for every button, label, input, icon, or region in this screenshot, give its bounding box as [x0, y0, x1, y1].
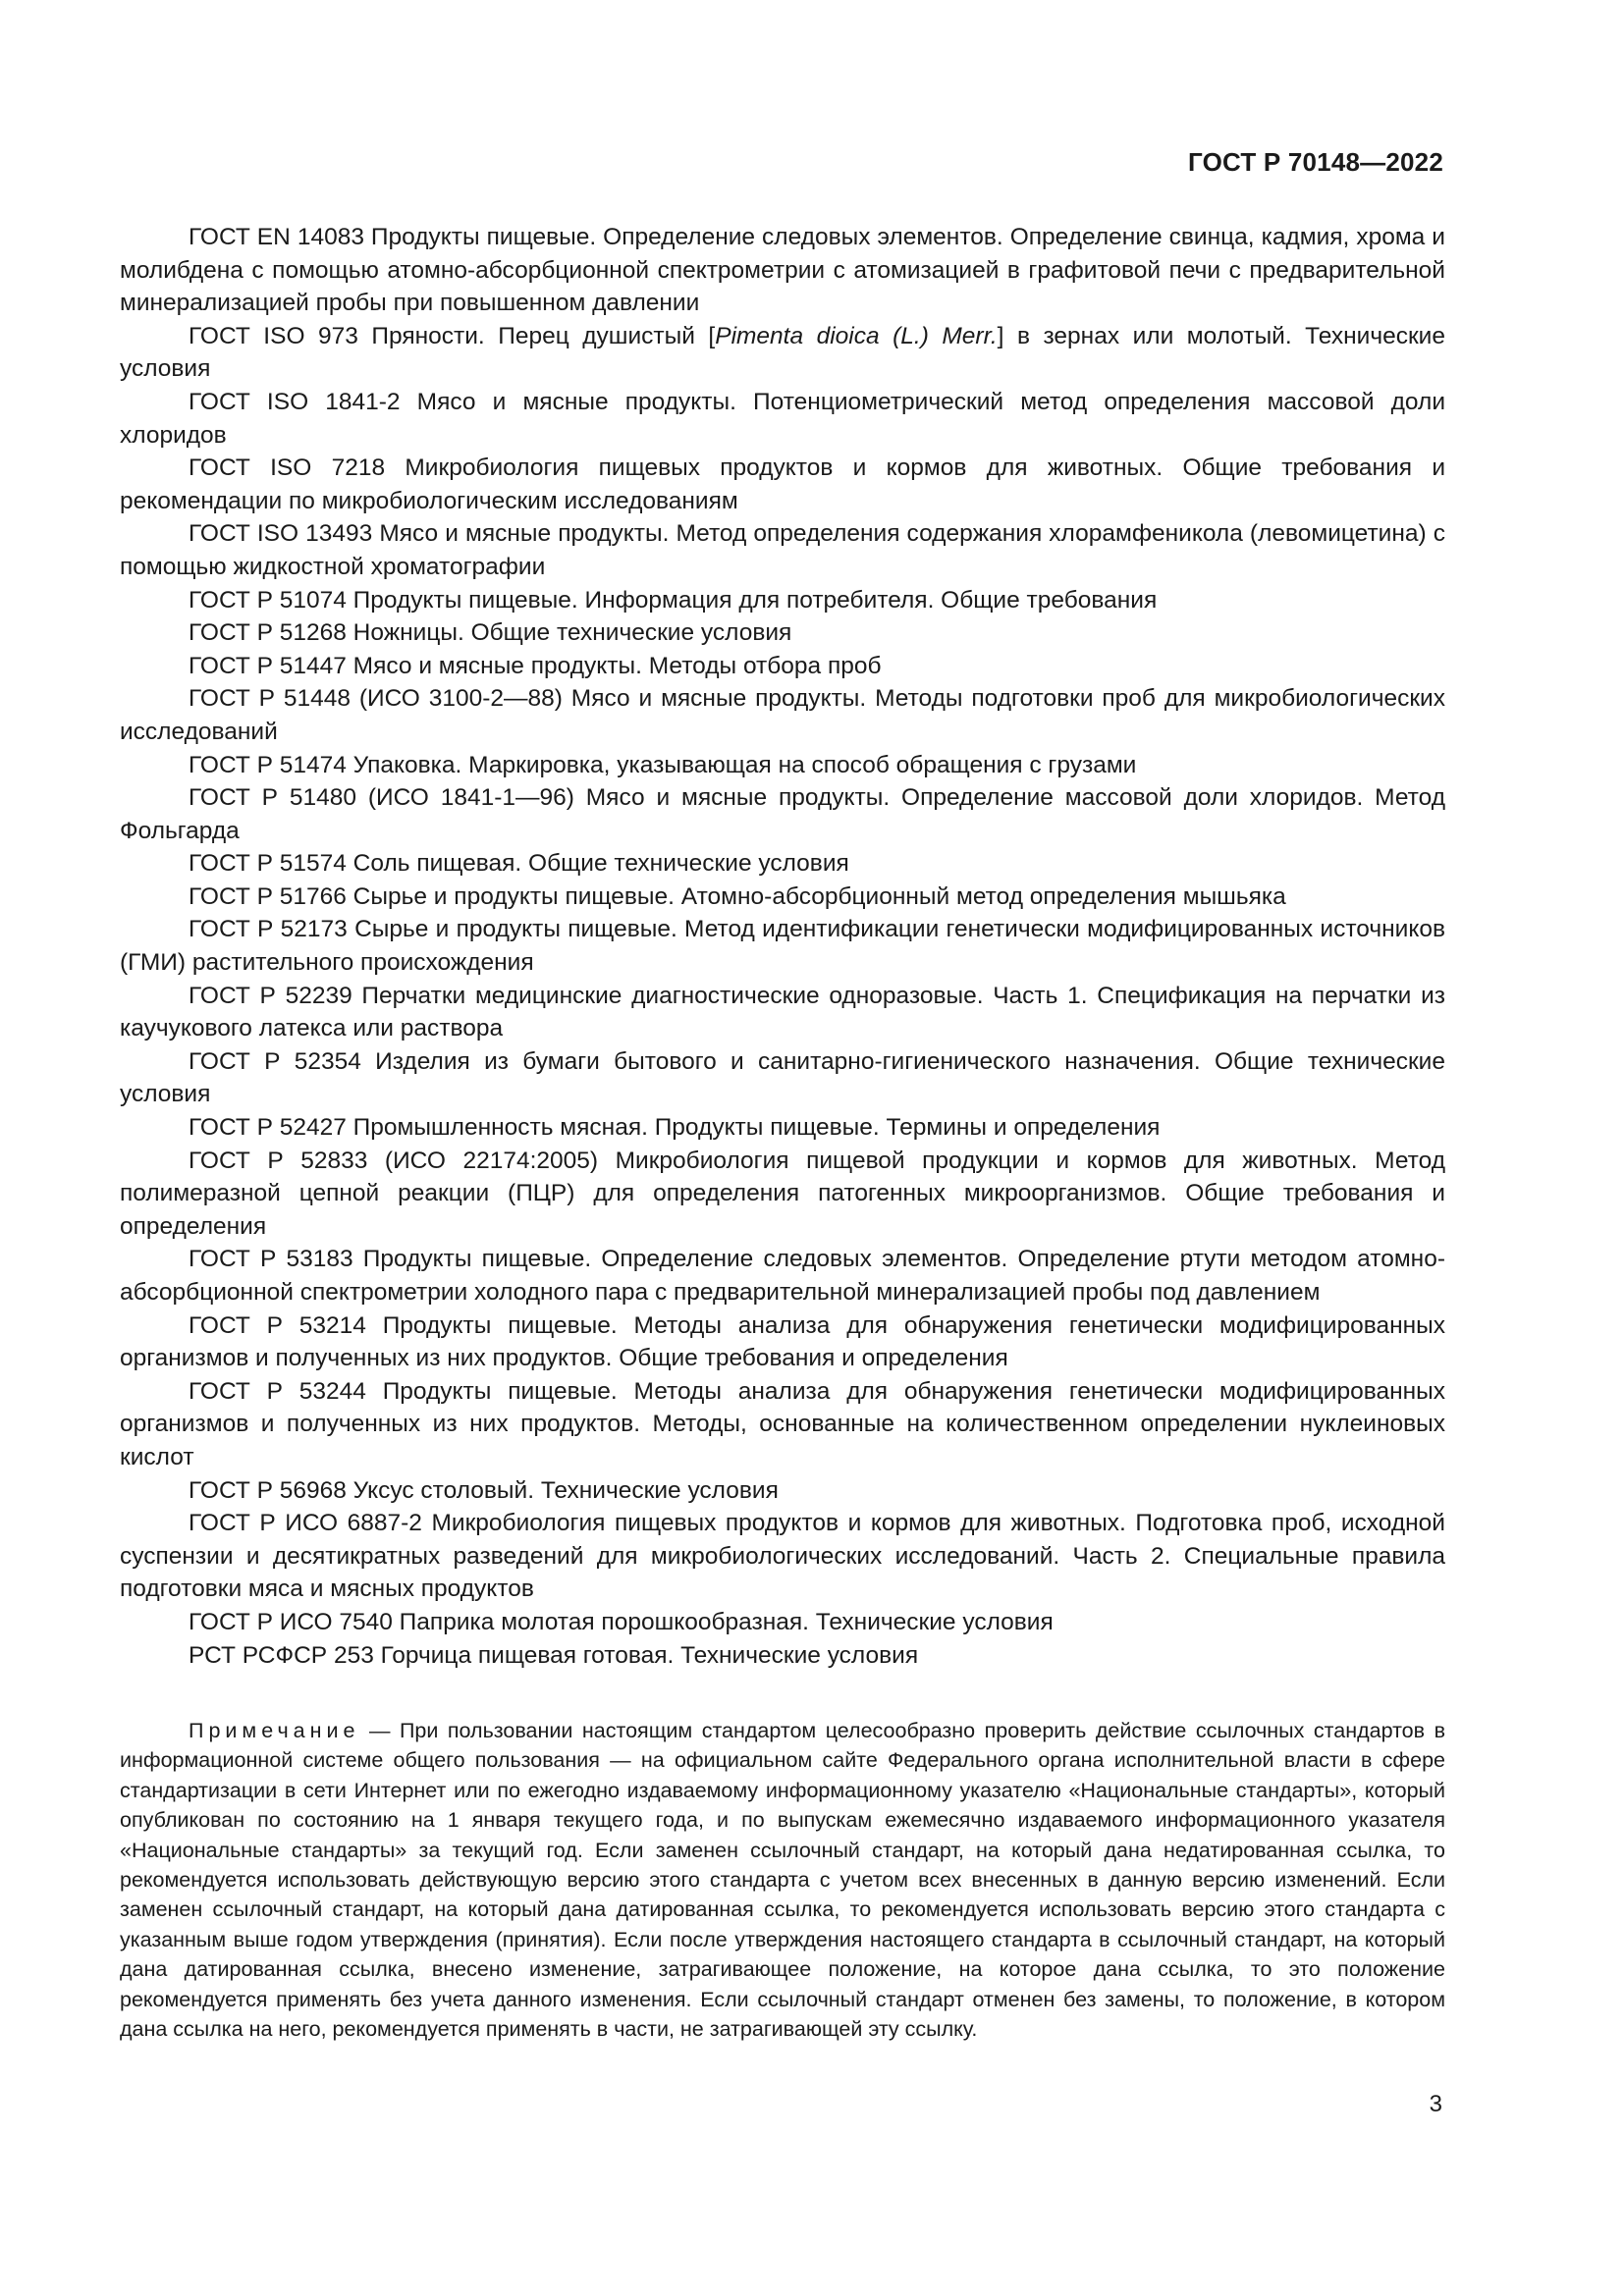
normative-references-list	[120, 221, 1445, 1672]
reference-item: ГОСТ Р 51268 Ножницы. Общие технические условия	[189, 619, 792, 647]
reference-item: ГОСТ Р 52354 Изделия из бумаги бытового и санитарно-гигиенического назначения. Общие технические условия	[120, 1047, 1445, 1108]
reference-item: ГОСТ Р 52173 Сырье и продукты пищевые. Метод идентификации генетически модифицированных источников (ГМИ) растительного происхождения	[120, 916, 1445, 977]
reference-item: ГОСТ EN 14083 Продукты пищевые. Определение следовых элементов. Определение свинца, кадмия, хрома и молибдена с помощью атомно-абсорбционной спектрометрии с атомизацией в графитовой печи с предварительной минерализацией пробы при повышенном давлении	[120, 224, 1445, 317]
reference-latin-name: Pimenta dioica (L.) Merr.	[715, 322, 998, 349]
reference-item: ГОСТ ISO 13493 Мясо и мясные продукты. Метод определения содержания хлорамфеникола (левомицетина) с помощью жидкостной хроматографии	[120, 520, 1445, 580]
note-label: Примечание	[189, 1719, 360, 1742]
reference-item: ГОСТ Р 53244 Продукты пищевые. Методы анализа для обнаружения генетически модифицированных организмов и полученных из них продуктов. Методы, основанные на количественном определении нуклеиновых кислот	[120, 1377, 1445, 1470]
reference-item: ГОСТ Р 53214 Продукты пищевые. Методы анализа для обнаружения генетически модифицированных организмов и полученных из них продуктов. Общие требования и определения	[120, 1311, 1445, 1372]
reference-item: ГОСТ Р 52427 Промышленность мясная. Продукты пищевые. Термины и определения	[189, 1114, 1161, 1142]
reference-item: ГОСТ Р 52239 Перчатки медицинские диагностические одноразовые. Часть 1. Спецификация на перчатки из каучукового латекса или раствора	[120, 982, 1445, 1042]
reference-text: ] в зернах или молотый. Технические условия	[120, 322, 1445, 383]
note-text: — При пользовании настоящим стандартом целесообразно проверить действие ссылочных стандартов в информационной системе общего пользования — на официальном сайте Федерального органа исполнительной власти в сфере стандартизации в сети Интернет или по ежегодно издаваемому информационному указателю «Национальные стандарты», который опубликован по состоянию на 1 января текущего года, и по выпускам ежемесячно издаваемого информационного указателя «Национальные стандарты» за текущий год. Если заменен ссылочный стандарт, на который дана недатированная ссылка, то рекомендуется использовать действующую версию этого стандарта с учетом всех внесенных в данную версию изменений. Если заменен ссылочный стандарт, на который дана датированная ссылка, то рекомендуется использовать версию этого стандарта с указанным выше годом утверждения (принятия). Если после утверждения настоящего стандарта в ссылочный стандарт, на который дана датированная ссылка, внесено изменение, затрагивающее положение, на которое дана ссылка, то это положение рекомендуется применять без учета данного изменения. Если ссылочный стандарт отменен без замены, то положение, в котором дана ссылка на него, рекомендуется применять в части, не затрагивающей эту ссылку.	[120, 1719, 1445, 2042]
reference-item: ГОСТ Р 51474 Упаковка. Маркировка, указывающая на способ обращения с грузами	[189, 751, 1137, 778]
document-code: ГОСТ Р 70148—2022	[1188, 147, 1443, 177]
reference-item: ГОСТ Р ИСО 7540 Паприка молотая порошкообразная. Технические условия	[189, 1608, 1054, 1635]
page-number: 3	[1429, 2091, 1442, 2117]
reference-item: ГОСТ Р ИСО 6887-2 Микробиология пищевых продуктов и кормов для животных. Подготовка проб, исходной суспензии и десятикратных разведений для микробиологических исследований. Часть 2. Специальные правила подготовки мяса и мясных продуктов	[120, 1510, 1445, 1603]
reference-item: ГОСТ Р 51766 Сырье и продукты пищевые. Атомно-абсорбционный метод определения мышьяка	[189, 882, 1286, 910]
reference-item: ГОСТ Р 51074 Продукты пищевые. Информация для потребителя. Общие требования	[189, 586, 1158, 614]
reference-item: ГОСТ Р 51480 (ИСО 1841-1—96) Мясо и мясные продукты. Определение массовой доли хлоридов. Метод Фольгарда	[120, 784, 1445, 844]
note-paragraph	[120, 1716, 1445, 2044]
reference-text: ГОСТ ISO 973 Пряности. Перец душистый [	[189, 322, 716, 349]
reference-item: ГОСТ Р 56968 Уксус столовый. Технические условия	[189, 1476, 779, 1504]
reference-item	[120, 320, 1445, 386]
reference-item: ГОСТ ISO 1841-2 Мясо и мясные продукты. Потенциометрический метод определения массовой доли хлоридов	[120, 388, 1445, 449]
reference-item: ГОСТ Р 51448 (ИСО 3100-2—88) Мясо и мясные продукты. Методы подготовки проб для микробиологических исследований	[120, 685, 1445, 745]
reference-item: ГОСТ ISO 7218 Микробиология пищевых продуктов и кормов для животных. Общие требования и рекомендации по микробиологическим исследованиям	[120, 454, 1445, 514]
reference-item: ГОСТ Р 53183 Продукты пищевые. Определение следовых элементов. Определение ртути методом атомно-абсорбционной спектрометрии холодного пара с предварительной минерализацией пробы под давлением	[120, 1246, 1445, 1306]
reference-item: ГОСТ Р 51574 Соль пищевая. Общие технические условия	[189, 850, 849, 878]
reference-item: ГОСТ Р 52833 (ИСО 22174:2005) Микробиология пищевой продукции и кормов для животных. Метод полимеразной цепной реакции (ПЦР) для определения патогенных микроорганизмов. Общие требования и определения	[120, 1147, 1445, 1240]
reference-item: ГОСТ Р 51447 Мясо и мясные продукты. Методы отбора проб	[189, 652, 882, 679]
reference-item: РСТ РСФСР 253 Горчица пищевая готовая. Технические условия	[189, 1641, 919, 1669]
